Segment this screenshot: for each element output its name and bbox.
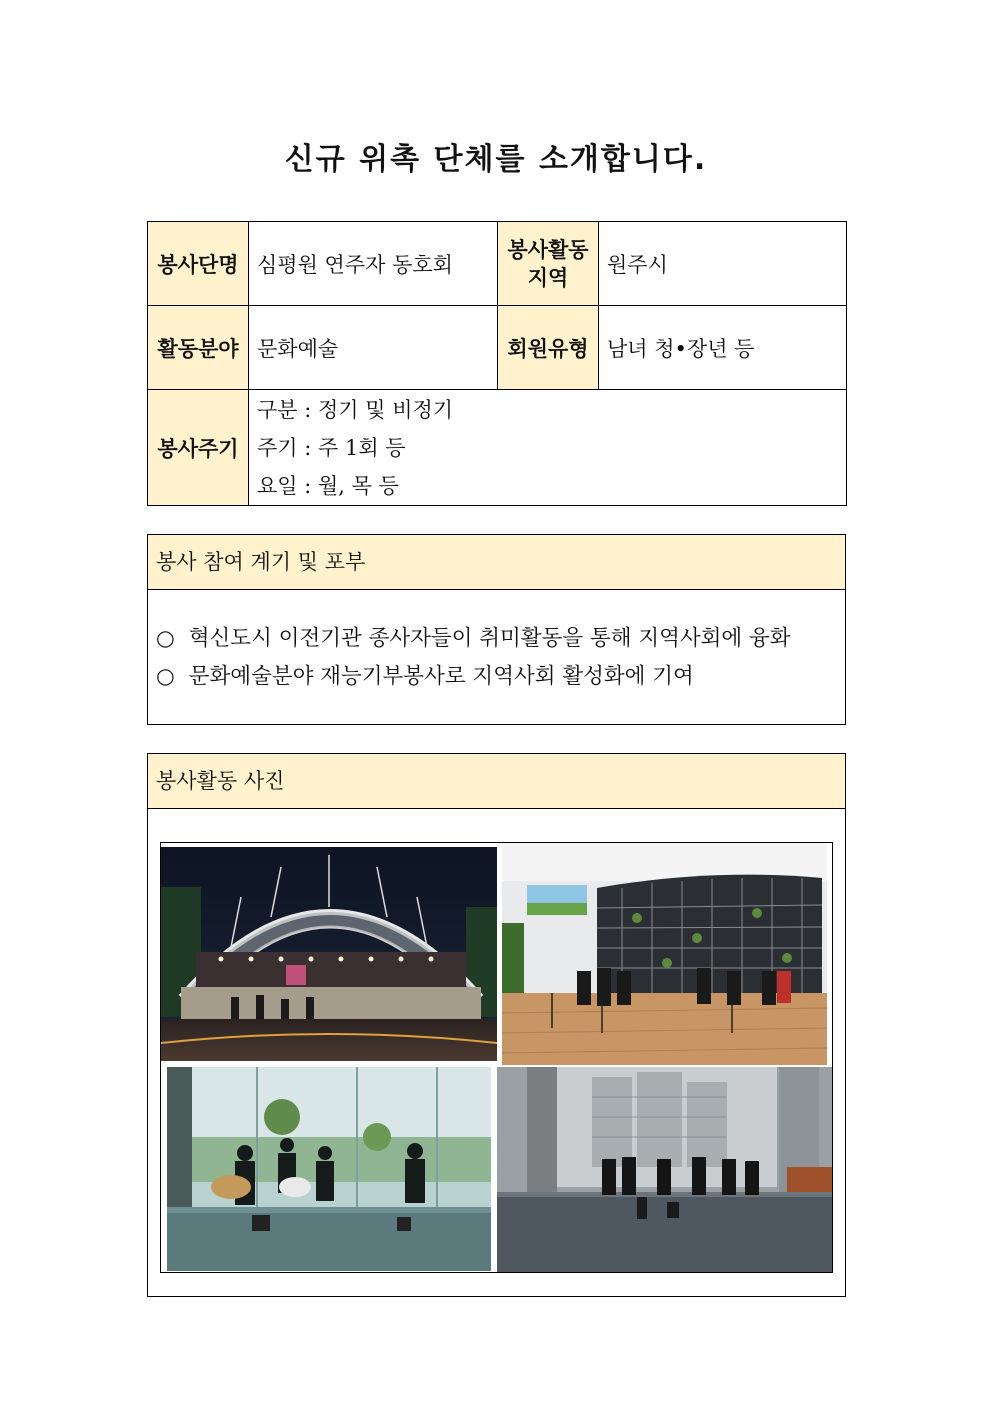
- group-info-table: [147, 221, 847, 506]
- circle-bullet-icon: ○: [156, 664, 175, 689]
- motivation-list: [148, 620, 845, 696]
- cycle-line-category: 구분 : 정기 및 비정기: [257, 397, 454, 422]
- region-label-line-2: 지역: [527, 265, 569, 290]
- circle-bullet-icon: ○: [156, 626, 175, 651]
- region-value: 원주시: [599, 222, 847, 306]
- list-item: [148, 658, 845, 696]
- cycle-value: [249, 390, 847, 506]
- region-label-line-1: 봉사활동: [507, 237, 589, 262]
- region-label: [498, 222, 599, 306]
- list-item: [148, 620, 845, 658]
- page-title: 신규 위촉 단체를 소개합니다.: [284, 142, 708, 177]
- motivation-item-text: 혁신도시 이전기관 종사자들이 취미활동을 통해 지역사회에 융화: [188, 626, 791, 651]
- field-value: 문화예술: [249, 306, 498, 390]
- member-type-value: 남녀 청•장년 등: [599, 306, 847, 390]
- photos-heading: 봉사활동 사진: [148, 754, 845, 809]
- photo-atrium-band: [497, 1067, 832, 1272]
- field-label: 활동분야: [148, 306, 249, 390]
- group-name-value: 심평원 연주자 동호회: [249, 222, 498, 306]
- group-name-label: 봉사단명: [148, 222, 249, 306]
- photo-glass-lobby-trio: [167, 1067, 491, 1271]
- motivation-item-text: 문화예술분야 재능기부봉사로 지역사회 활성화에 기여: [188, 664, 694, 689]
- photo-indoor-library-ensemble: [502, 843, 827, 1065]
- photo-grid: [160, 842, 833, 1273]
- cycle-line-days: 요일 : 월, 목 등: [257, 473, 399, 498]
- photo-outdoor-night-stage: [161, 847, 497, 1061]
- cycle-label: 봉사주기: [148, 390, 249, 506]
- motivation-section: [147, 534, 846, 725]
- motivation-heading: 봉사 참여 계기 및 포부: [148, 535, 845, 590]
- cycle-line-frequency: 주기 : 주 1회 등: [257, 435, 406, 460]
- member-type-label: 회원유형: [498, 306, 599, 390]
